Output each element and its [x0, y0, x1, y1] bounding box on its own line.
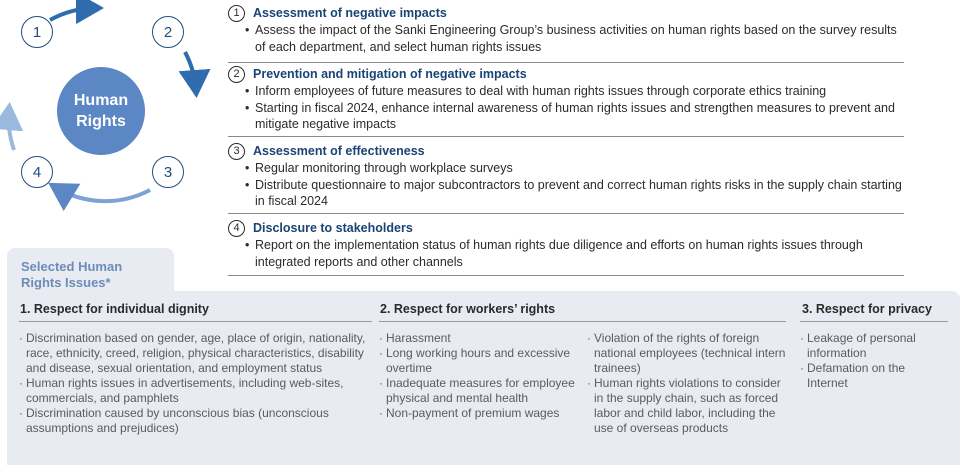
list-item: · Leakage of personal information — [800, 331, 940, 361]
center-label-human-rights: Human Rights — [73, 92, 129, 130]
pdca-cycle-diagram — [0, 0, 220, 215]
cycle-node-1: 1 — [21, 16, 53, 48]
step-4-disclosure — [228, 219, 904, 276]
category-3-list — [800, 331, 940, 391]
category-2-title: 2. Respect for workers’ rights — [380, 302, 556, 316]
selected-issues-heading: Selected Human Rights Issues* — [21, 259, 123, 290]
list-item: · Discrimination caused by unconscious bias (unconscious assumptions and prejudices) — [19, 406, 369, 436]
category-3-title: 3. Respect for privacy — [802, 302, 932, 316]
step-title: Prevention and mitigation of negative impacts — [253, 67, 527, 81]
category-2-list-right — [587, 331, 787, 436]
step-bullet: • Report on the implementation status of human rights due diligence and efforts on human rights issues through integrated reports and other channels — [228, 237, 904, 270]
step-number-badge: 2 — [228, 66, 245, 83]
list-item: · Non-payment of premium wages — [379, 406, 583, 421]
selected-issues-tab — [7, 248, 174, 293]
arc-top — [50, 8, 96, 20]
list-item: · Harassment — [379, 331, 583, 346]
step-3-effectiveness — [228, 142, 904, 214]
step-2-prevention — [228, 65, 904, 137]
step-bullet: • Inform employees of future measures to deal with human rights issues through corporate ethics training — [228, 83, 904, 100]
list-item: · Inadequate measures for employee physical and mental health — [379, 376, 583, 406]
selected-issues-panel — [7, 291, 960, 465]
step-bullet: • Assess the impact of the Sanki Engineering Group’s business activities on human rights based on the survey results of each department, and select human rights issues — [228, 22, 904, 55]
category-2-list-left — [379, 331, 583, 421]
step-number-badge: 3 — [228, 143, 245, 160]
category-1-title: 1. Respect for individual dignity — [20, 302, 209, 316]
list-item: · Defamation on the Internet — [800, 361, 940, 391]
arc-right — [185, 52, 196, 90]
cycle-node-2: 2 — [152, 16, 184, 48]
category-2-rule — [379, 321, 786, 322]
step-title: Disclosure to stakeholders — [253, 221, 413, 235]
step-bullet: • Distribute questionnaire to major subcontractors to prevent and correct human rights risks in the supply chain starting in fiscal 2024 — [228, 177, 904, 210]
arc-left — [9, 110, 14, 150]
step-bullet: • Starting in fiscal 2024, enhance internal awareness of human rights issues and strengthen measures to prevent and mitigate negative impacts — [228, 100, 904, 133]
cycle-node-3: 3 — [152, 156, 184, 188]
step-number-badge: 4 — [228, 220, 245, 237]
list-item: · Human rights violations to consider in the supply chain, such as forced labor and child labor, including the use of overseas products — [587, 376, 787, 436]
step-title: Assessment of effectiveness — [253, 144, 425, 158]
step-number-badge: 1 — [228, 5, 245, 22]
list-item: · Human rights issues in advertisements, including web-sites, commercials, and pamphlets — [19, 376, 369, 406]
arc-bottom — [55, 187, 150, 201]
category-3-rule — [800, 321, 948, 322]
list-item: · Discrimination based on gender, age, place of origin, nationality, race, ethnicity, creed, religion, physical characteristics, disability and disease, sexual orientation, and employment status — [19, 331, 369, 376]
step-bullet: • Regular monitoring through workplace surveys — [228, 160, 904, 177]
category-1-list — [19, 331, 369, 436]
category-1-rule — [19, 321, 372, 322]
cycle-node-4: 4 — [21, 156, 53, 188]
step-1-assessment — [228, 4, 904, 63]
step-title: Assessment of negative impacts — [253, 6, 447, 20]
list-item: · Long working hours and excessive overtime — [379, 346, 583, 376]
list-item: · Violation of the rights of foreign national employees (technical intern trainees) — [587, 331, 787, 376]
